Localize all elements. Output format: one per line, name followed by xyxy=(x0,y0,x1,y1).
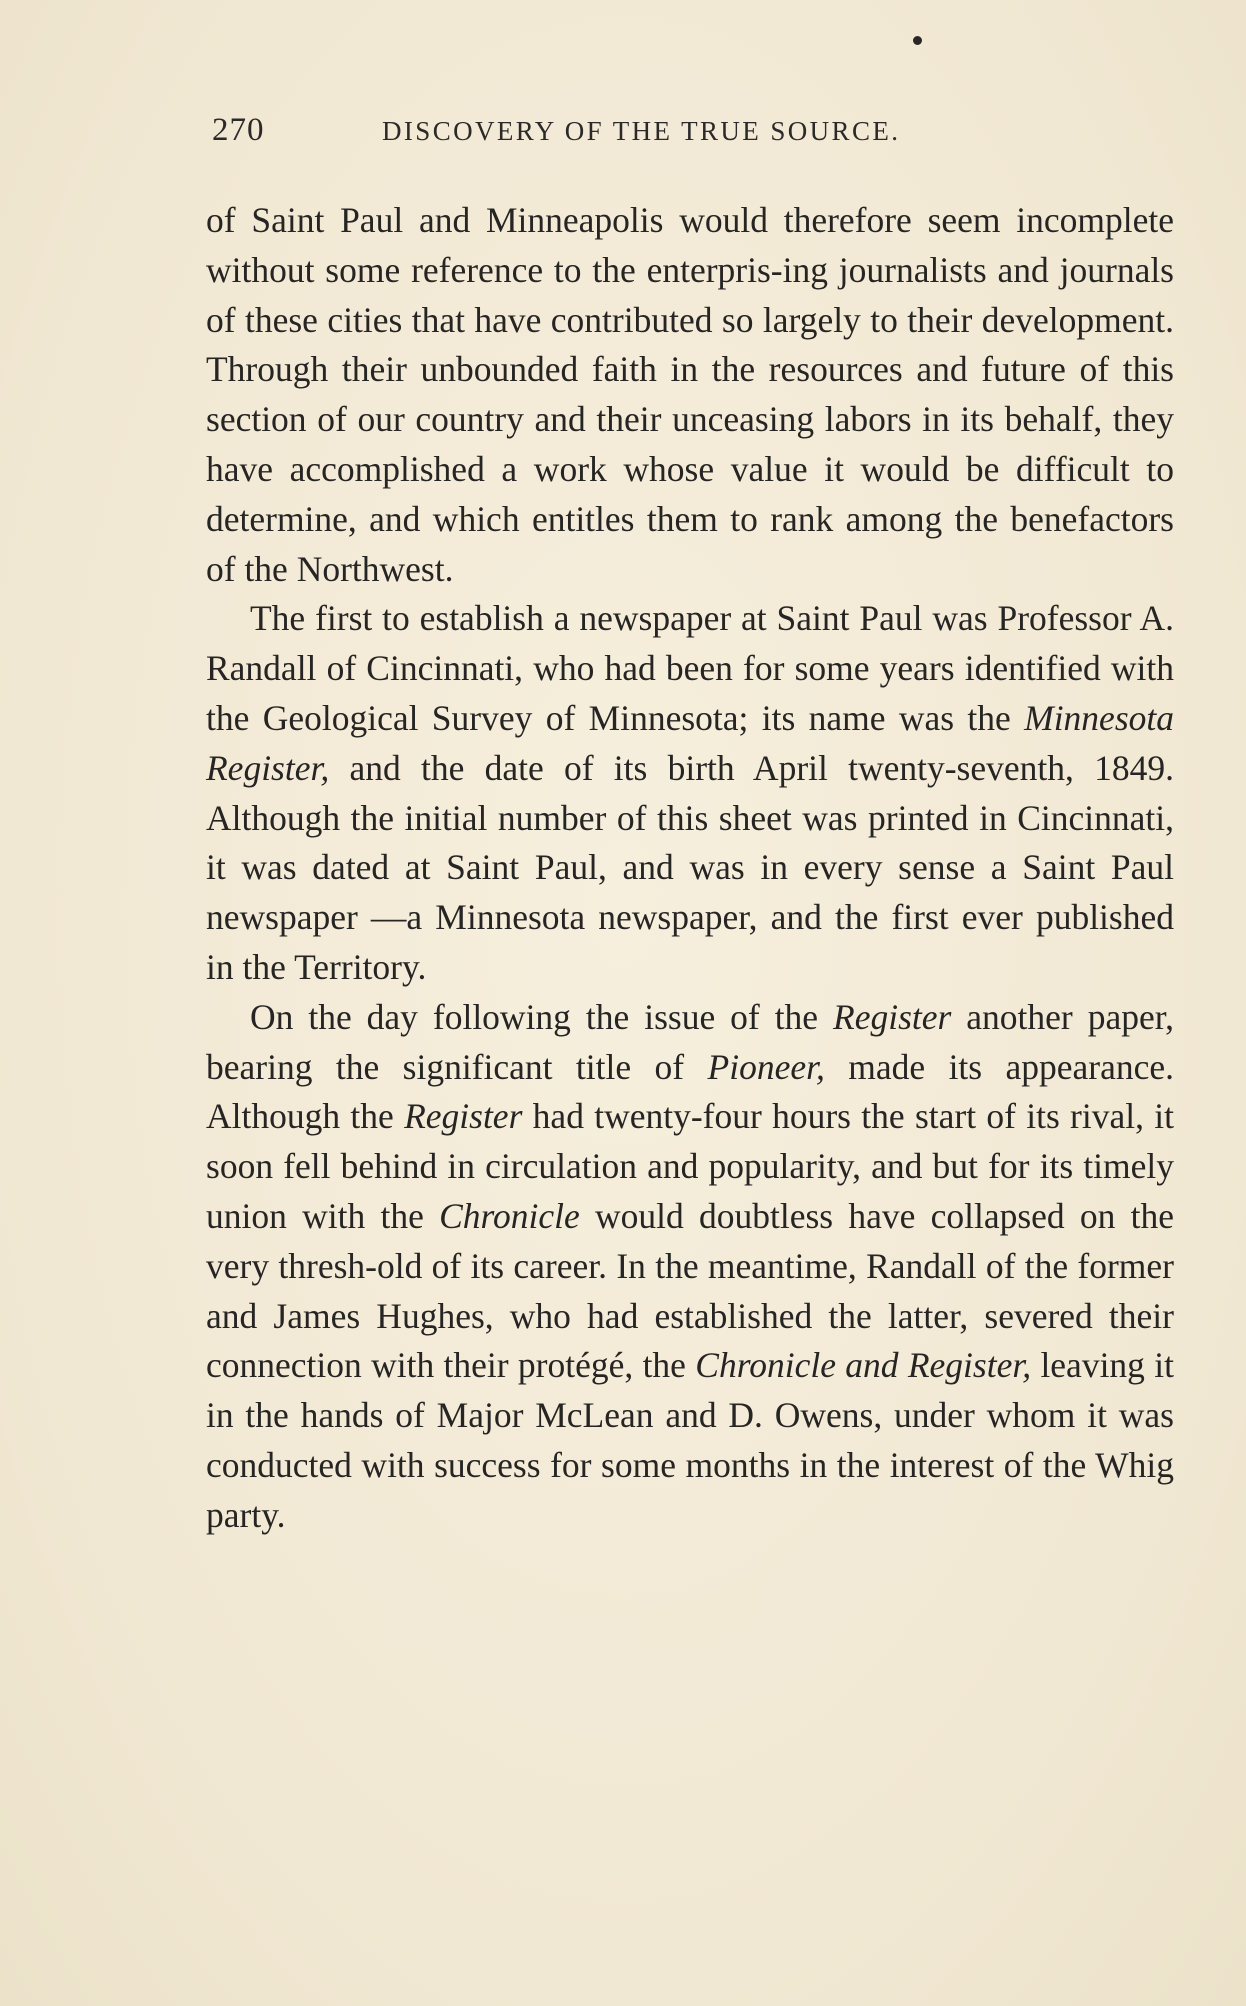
paragraph-3-italic-3: Register xyxy=(404,1096,523,1137)
paragraph-3-text-b: another paper, bearing the significant title of xyxy=(206,996,1174,1087)
paragraph-3-text-d: had twenty-four hours the start of its rival, it soon fell behind in circulation and popularity, and but for its timely union with the xyxy=(206,1096,1174,1236)
paragraph-3-italic-2: Pioneer, xyxy=(707,1046,825,1087)
ink-speck xyxy=(913,36,922,45)
paragraph-3-text-f: leaving it in the hands of Major McLean and D. Owens, under whom it was conducted with success for some months in the interest of the Whig party. xyxy=(206,1345,1174,1535)
paragraph-3 xyxy=(206,993,1174,1541)
paragraph-1 xyxy=(206,196,1174,594)
running-title: DISCOVERY OF THE TRUE SOURCE. xyxy=(382,116,901,146)
running-head xyxy=(212,112,1032,152)
paragraph-3-text-c: made its appearance. Although the xyxy=(206,1046,1175,1137)
paragraph-3-italic-4: Chronicle xyxy=(439,1195,580,1236)
paragraph-3-text-e: would doubtless have collapsed on the very thresh-old of its career. In the meantime, Randall of the former and James Hughes, who had established the latter, severed their connection with their protégé, the xyxy=(206,1195,1174,1386)
paragraph-2-text-a: The first to establish a newspaper at Saint Paul was Professor A. Randall of Cincinnati, who had been for some years identified with the Geological Survey of Minnesota; its name was the xyxy=(206,598,1174,738)
page-number: 270 xyxy=(212,112,265,148)
paragraph-2 xyxy=(206,594,1174,992)
paragraph-3-italic-1: Register xyxy=(833,996,952,1037)
paragraph-3-text-a: On the day following the issue of the xyxy=(250,996,834,1037)
paragraph-1-text: of Saint Paul and Minneapolis would therefore seem incomplete without some reference to the enterpris-ing journalists and journals of these cities that have contributed so largely to their development. Through their unbounded faith in the resources and future of this section of our country and their unceasing labors in its behalf, they have accomplished a work whose value it would be difficult to determine, and which entitles them to rank among the benefactors of the Northwest. xyxy=(206,200,1174,589)
paragraph-2-italic-1: Minnesota Register, xyxy=(206,697,1174,788)
body-text xyxy=(206,196,1174,1541)
paragraph-3-italic-5: Chronicle and Register, xyxy=(695,1345,1032,1386)
paragraph-2-text-b: and the date of its birth April twenty-seventh, 1849. Although the initial number of this sheet was printed in Cincinnati, it was dated at Saint Paul, and was in every sense a Saint Paul newspaper —a Minnesota newspaper, and the first ever published in the Territory. xyxy=(206,747,1174,987)
